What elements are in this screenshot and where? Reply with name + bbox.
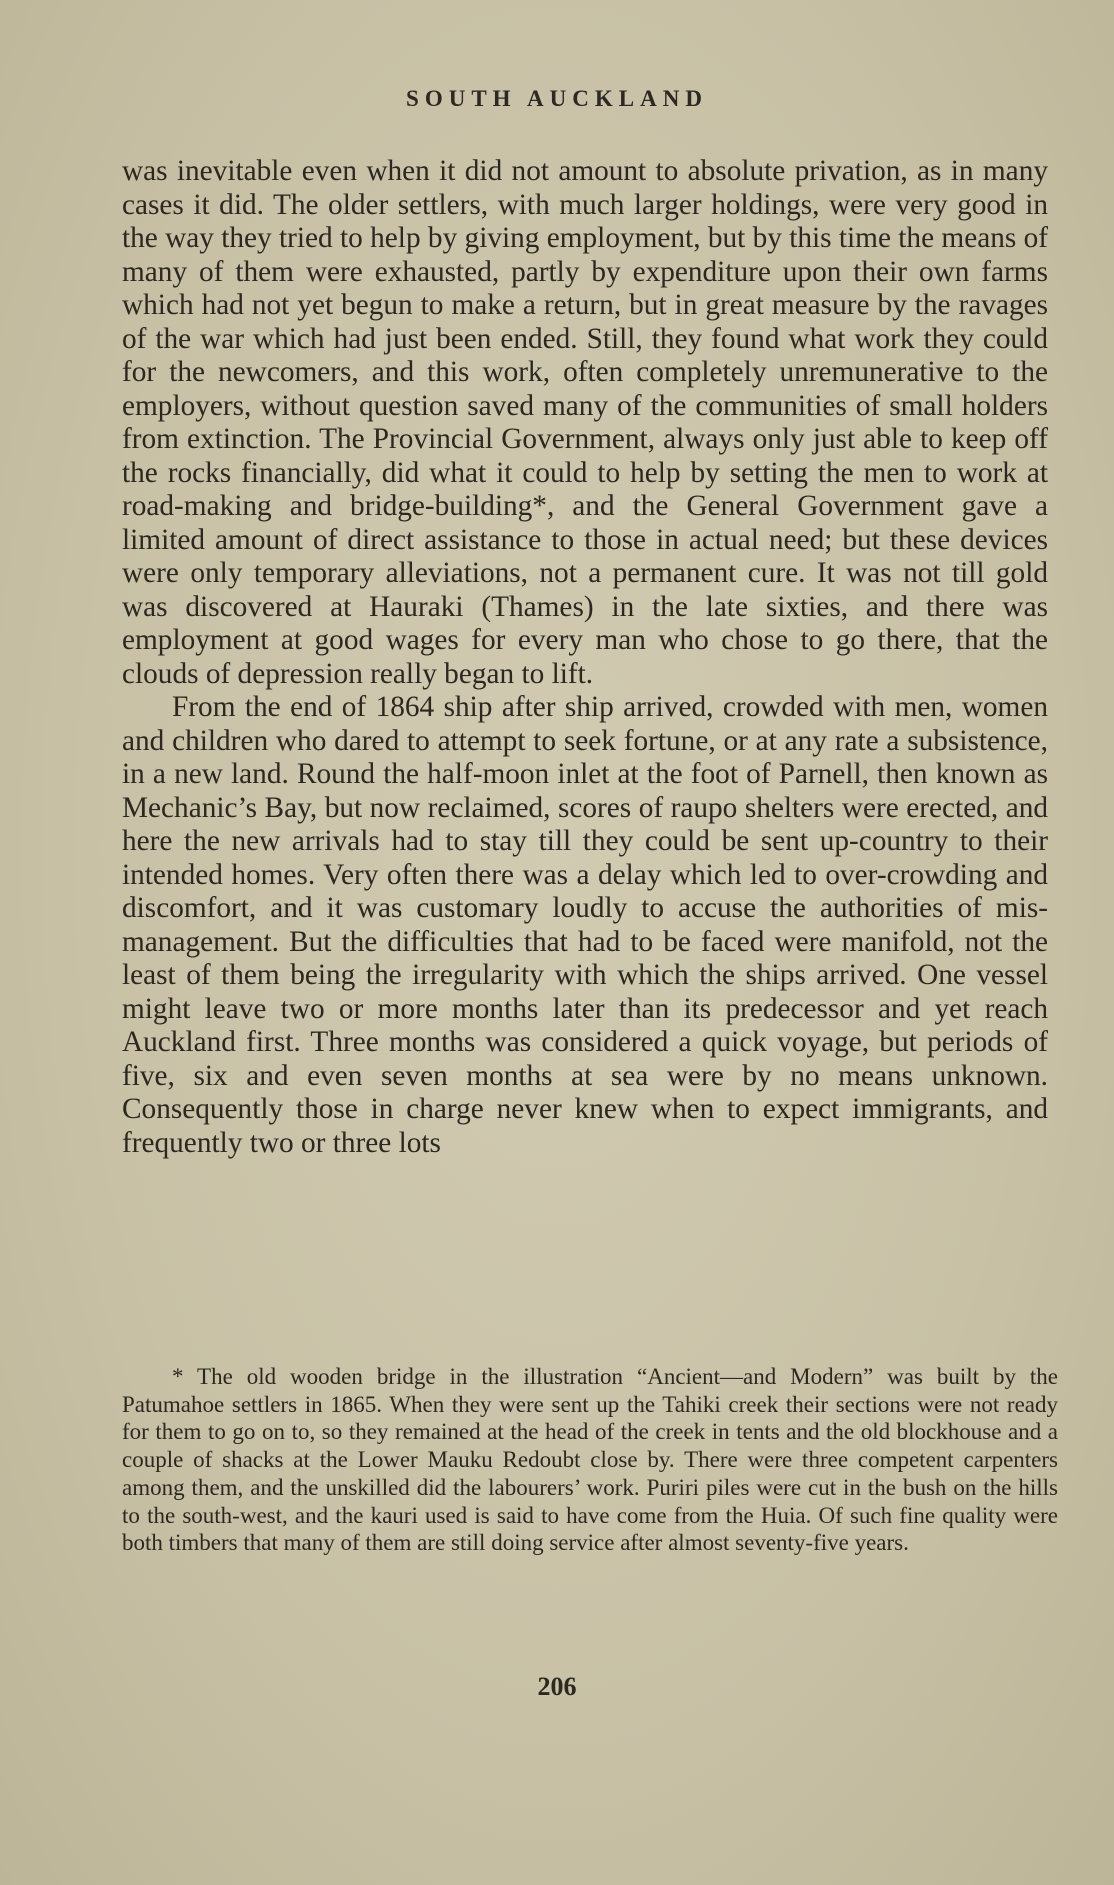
main-text: [122, 155, 1048, 1160]
page-number: 206: [537, 1672, 577, 1701]
paragraph: From the end of 1864 ship after ship arrived, crowded with men, women and children who dared to attempt to seek fortune, or at any rate a subsistence, in a new land. Round the half-moon inlet at the foot of Parnell, then known as Mechanic’s Bay, but now reclaimed, scores of raupo shelters were erected, and here the new arrivals had to stay till they could be sent up-country to their intended homes. Very often there was a delay which led to over-crowding and discomfort, and it was customary loudly to accuse the authorities of mis-management. But the difficulties that had to be faced were manifold, not the least of them being the irregularity with which the ships arrived. One vessel might leave two or more months later than its predecessor and yet reach Auckland first. Three months was considered a quick voyage, but periods of five, six and even seven months at sea were by no means unknown. Consequently those in charge never knew when to expect immigrants, and frequently two or three lots: [122, 691, 1048, 1159]
footnote: [122, 1363, 1058, 1557]
footnote-text: * The old wooden bridge in the illustration “Ancient—and Modern” was built by the Patumahoe settlers in 1865. When they were sent up the Tahiki creek their sections were not ready for them to go on to, so they remained at the head of the creek in tents and the old blockhouse and a couple of shacks at the Lower Mauku Redoubt close by. There were three competent carpenters among them, and the unskilled did the labourers’ work. Puriri piles were cut in the bush on the hills to the south-west, and the kauri used is said to have come from the Huia. Of such fine quality were both timbers that many of them are still doing service after almost seventy-five years.: [122, 1364, 1058, 1556]
paragraph: was inevitable even when it did not amount to absolute privation, as in many cases it did. The older settlers, with much larger holdings, were very good in the way they tried to help by giving employment, but by this time the means of many of them were exhausted, partly by expenditure upon their own farms which had not yet begun to make a return, but in great measure by the ravages of the war which had just been ended. Still, they found what work they could for the newcomers, and this work, often completely unremunerative to the employers, without question saved many of the communities of small holders from extinction. The Provincial Government, always only just able to keep off the rocks financially, did what it could to help by setting the men to work at road-making and bridge-building*, and the General Government gave a limited amount of direct assistance to those in actual need; but these devices were only temporary alleviations, not a permanent cure. It was not till gold was discovered at Hauraki (Thames) in the late sixties, and there was employment at good wages for every man who chose to go there, that the clouds of depression really began to lift.: [122, 155, 1048, 690]
running-title: SOUTH AUCKLAND: [406, 86, 708, 111]
